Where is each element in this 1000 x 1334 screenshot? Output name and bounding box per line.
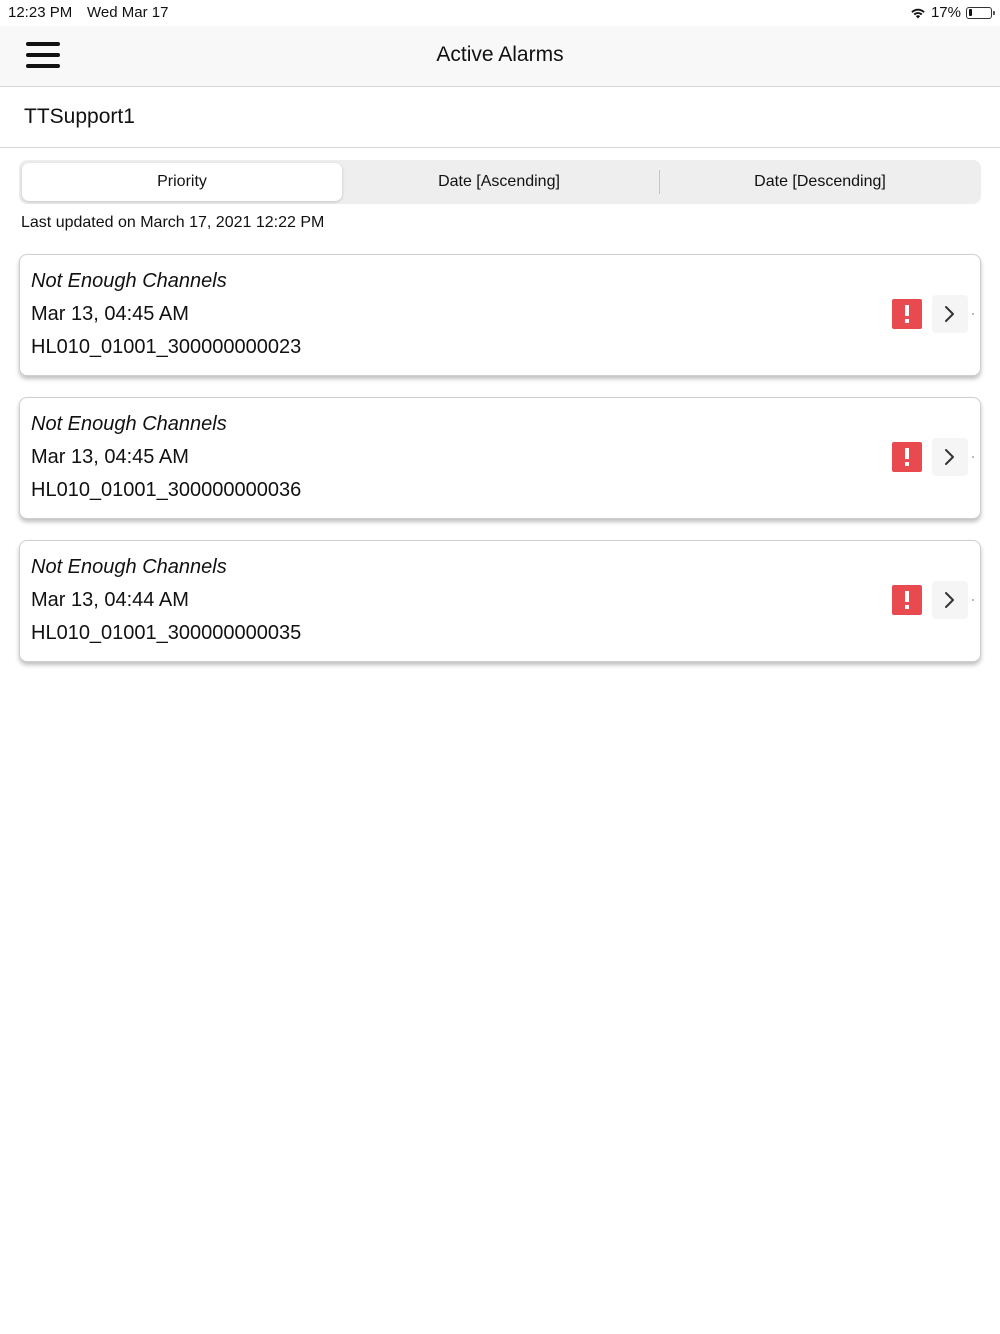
wifi-icon xyxy=(910,7,926,19)
tab-date-ascending[interactable] xyxy=(339,160,659,204)
alarm-id: HL010_01001_300000000036 xyxy=(31,479,302,501)
last-updated-text: Last updated on March 17, 2021 12:22 PM xyxy=(21,214,325,231)
alarm-card[interactable] xyxy=(19,540,981,662)
tab-date-descending[interactable] xyxy=(660,160,980,204)
status-indicators xyxy=(910,4,992,21)
tab-priority[interactable] xyxy=(22,163,342,201)
divider-dot xyxy=(972,313,974,315)
page-title: Active Alarms xyxy=(436,43,564,66)
status-time: 12:23 PM xyxy=(8,4,73,21)
tab-label: Priority xyxy=(157,173,207,190)
status-date: Wed Mar 17 xyxy=(87,4,169,21)
chevron-right-icon[interactable] xyxy=(932,438,968,476)
alert-exclamation-icon xyxy=(892,299,922,329)
divider-dot xyxy=(972,456,974,458)
divider-dot xyxy=(972,599,974,601)
alarm-title: Not Enough Channels xyxy=(31,270,227,292)
alert-exclamation-icon xyxy=(892,442,922,472)
account-header xyxy=(0,88,1000,148)
alarm-date: Mar 13, 04:44 AM xyxy=(31,589,189,611)
battery-percent: 17% xyxy=(930,4,961,21)
chevron-right-icon[interactable] xyxy=(932,581,968,619)
tab-label: Date [Descending] xyxy=(754,173,886,190)
battery-level-fill xyxy=(969,9,972,16)
alarm-date: Mar 13, 04:45 AM xyxy=(31,446,189,468)
account-name: TTSupport1 xyxy=(24,105,135,128)
alarm-id: HL010_01001_300000000023 xyxy=(31,336,302,358)
status-bar xyxy=(0,0,1000,26)
tab-label: Date [Ascending] xyxy=(438,173,560,190)
alarm-card[interactable] xyxy=(19,397,981,519)
battery-icon xyxy=(966,7,992,19)
chevron-right-icon[interactable] xyxy=(932,295,968,333)
alert-exclamation-icon xyxy=(892,585,922,615)
navigation-bar xyxy=(0,26,1000,87)
alarm-id: HL010_01001_300000000035 xyxy=(31,622,302,644)
alarm-card[interactable] xyxy=(19,254,981,376)
alarm-title: Not Enough Channels xyxy=(31,556,227,578)
alarm-title: Not Enough Channels xyxy=(31,413,227,435)
alarm-date: Mar 13, 04:45 AM xyxy=(31,303,189,325)
sort-segmented-control xyxy=(19,160,981,204)
